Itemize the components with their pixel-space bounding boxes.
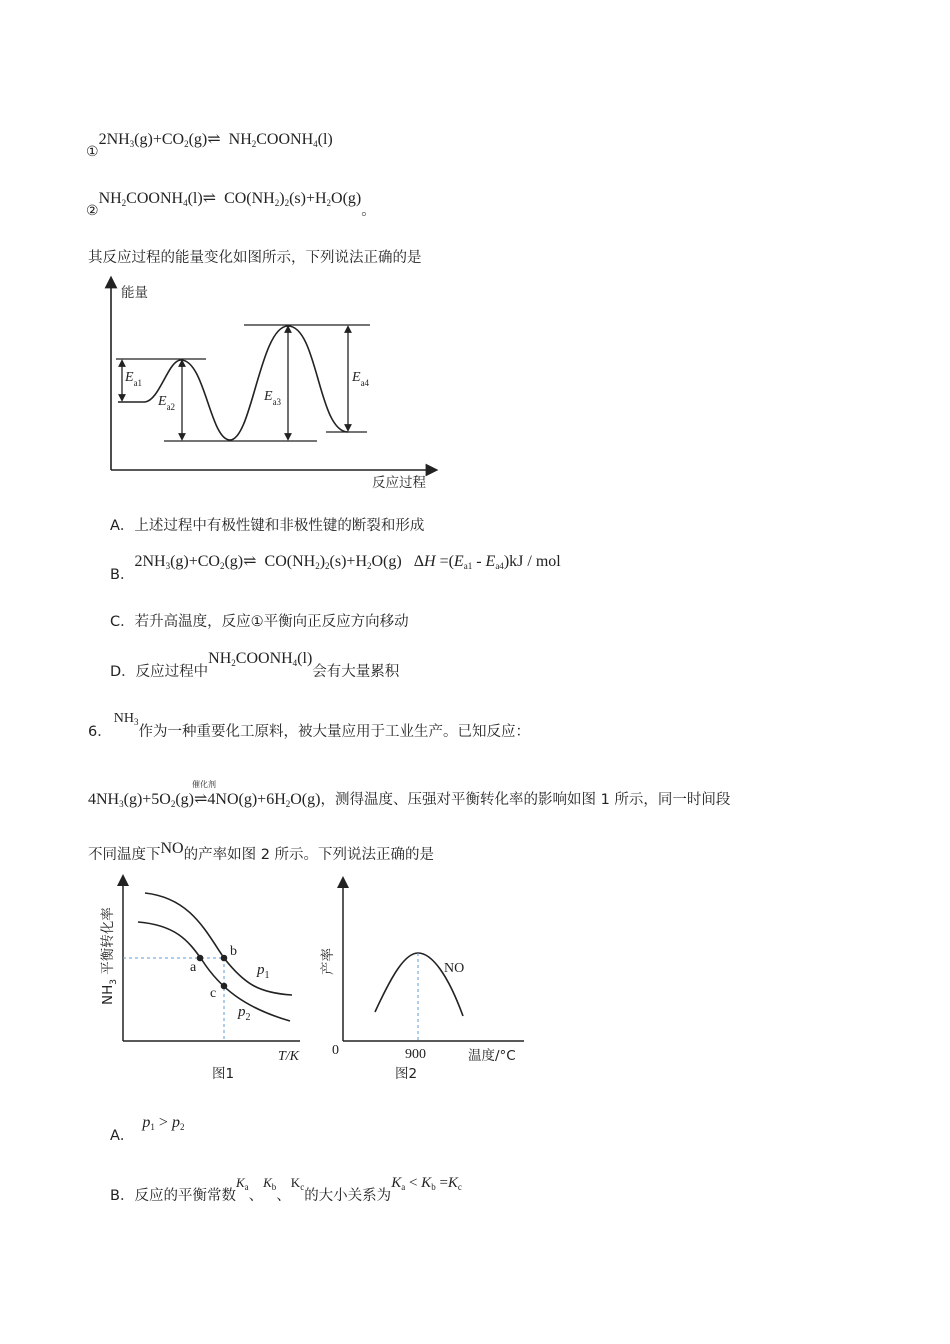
q5-stem: 其反应过程的能量变化如图所示，下列说法正确的是 — [88, 250, 422, 266]
q6-equation: $4NH_3(g)+5O_2(g)$ 催化剂 $\rightleftharpoons 4NO(g)+6H_2O(g)$ — [88, 791, 320, 808]
q6-stem2: ，测得温度、压强对平衡转化率的影响如图 1 所示，同一时间段 — [320, 792, 731, 808]
fig1-caption: 图1 — [212, 1066, 235, 1082]
energy-ylabel: 能量 — [121, 285, 148, 301]
reaction-2-end: 。 — [361, 203, 376, 219]
energy-xlabel: 反应过程 — [372, 475, 426, 491]
q6-option-b[interactable] — [110, 1172, 462, 1204]
ea2-label: $E_{a2}$ — [158, 394, 176, 412]
q6-stem3c: 的产率如图 2 所示。下列说法正确的是 — [183, 847, 435, 863]
option-letter: C． — [110, 614, 135, 630]
fig2-caption: 图2 — [395, 1066, 418, 1082]
separator: 、 — [248, 1188, 264, 1204]
option-letter: A． — [110, 518, 135, 534]
option-letter: B． — [110, 1188, 135, 1204]
option-text: 上述过程中有极性键和非极性键的断裂和形成 — [134, 518, 425, 534]
q6-stem1: 作为一种重要化工原料，被大量应用于工业生产。已知反应： — [138, 724, 530, 740]
q5-option-b-formula: $2NH_3(g)+CO_2(g)\rightleftharpoons$ $CO(NH_2)_2(s)+H_2O(g)$ $\Delta H =(E_{a1} - E_{a4})kJ$ / mol — [134, 553, 561, 571]
point-a — [197, 955, 204, 962]
k-b: $K_b$ — [263, 1175, 277, 1192]
option-letter: D． — [110, 664, 136, 680]
catalyst-label: 催化剂 — [192, 780, 216, 789]
curve-p1 — [145, 893, 292, 995]
q5-option-d-formula: $NH_2COONH_4(l)$ — [208, 650, 313, 668]
label-p2: $p_2$ — [238, 1004, 251, 1023]
option-letter: A． — [110, 1128, 135, 1144]
fig2-peak-x: 900 — [405, 1047, 426, 1062]
reaction-2-marker: ② — [86, 203, 99, 219]
q6-stem3a: 不同温度下 — [88, 847, 161, 863]
label-a: a — [190, 960, 197, 975]
q6-subject: $NH_3$ — [113, 711, 139, 727]
label-b: b — [230, 944, 237, 959]
fig1-ylabel: $NH_3$ 平衡转化率 — [100, 907, 119, 1005]
ea3-label: $E_{a3}$ — [264, 389, 282, 407]
q6-option-a[interactable] — [110, 1112, 185, 1144]
point-c — [221, 983, 228, 990]
point-b — [221, 955, 228, 962]
fig2-ylabel: 产率 — [320, 948, 336, 975]
option-middle: 的大小关系为 — [304, 1188, 392, 1204]
option-suffix: 会有大量累积 — [312, 664, 400, 680]
k-relation: $K_a < K_b =K_c$ — [391, 1175, 462, 1192]
option-letter: B． — [110, 567, 135, 583]
q6-option-a-formula: $p_1 > p_2$ — [142, 1114, 185, 1132]
fig2-origin: 0 — [332, 1043, 339, 1058]
ea1-label: $E_{a1}$ — [125, 370, 143, 388]
option-text: 若升高温度，反应①平衡向正反应方向移动 — [134, 614, 409, 630]
label-no: NO — [444, 961, 465, 976]
reaction-1-marker: ① — [86, 144, 99, 160]
option-prefix: 反应过程中 — [135, 664, 209, 680]
k-a: $K_a$ — [235, 1175, 249, 1192]
fig2-xlabel: 温度/°C — [468, 1048, 516, 1064]
reaction-1-formula: $2NH_3(g)+CO_2(g)\rightleftharpoons$ $NH_2COONH_4(l)$ — [98, 131, 333, 149]
label-c: c — [210, 986, 217, 1001]
label-p1: $p_1$ — [257, 962, 270, 981]
fig1-xlabel: T/K — [278, 1049, 300, 1064]
separator: 、 — [276, 1188, 291, 1204]
reaction-2-formula: $NH_2COONH_4(l)\rightleftharpoons$ $CO(NH_2)_2(s)+H_2O(g)$ — [98, 190, 362, 208]
q6-stem3b: NO — [160, 840, 184, 857]
ea4-label: $E_{a4}$ — [352, 370, 370, 388]
k-c: $K_c$ — [290, 1175, 305, 1192]
q6-number: 6． — [88, 724, 112, 740]
option-prefix: 反应的平衡常数 — [134, 1188, 236, 1204]
